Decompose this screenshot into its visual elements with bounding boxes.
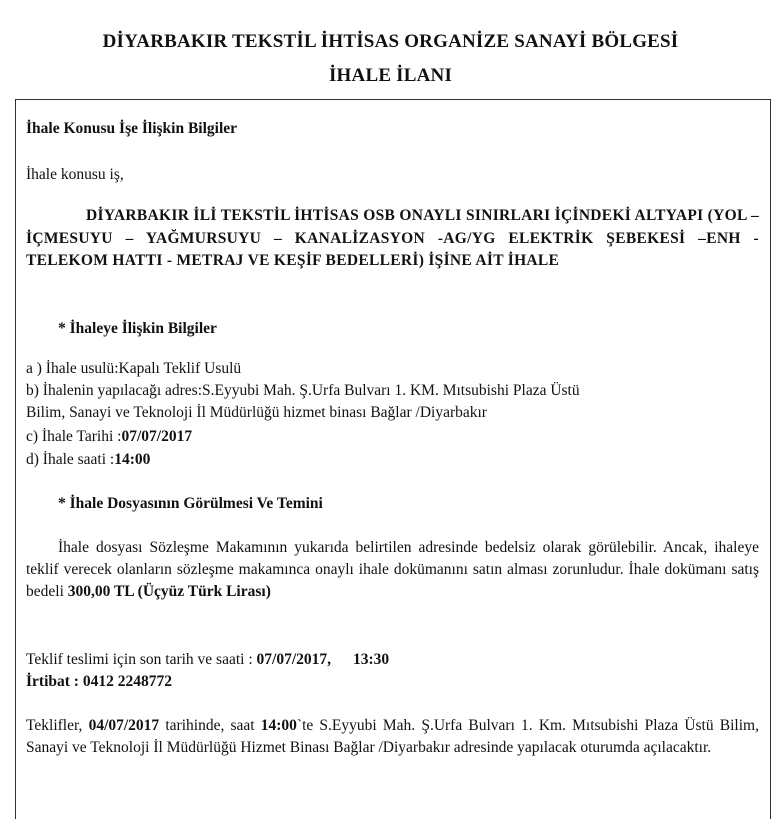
closing-time: 14:00 (260, 717, 297, 734)
subject-intro: İhale konusu iş, (26, 166, 124, 183)
file-info-text: İhale dosyası Sözleşme Makamının yukarıda belirtilen adresinde bedelsiz olarak görülebilir. Ancak, ihaleye teklif verecek olanların sözleşme makamınca onaylı ihale dokümanını satın alması zorunludur. İhale dokümanı satış bedeli (26, 539, 759, 600)
closing-text-1: Teklifler, (26, 717, 89, 734)
document-title: DİYARBAKIR TEKSTİL İHTİSAS ORGANİZE SANAYİ BÖLGESİ (102, 31, 679, 52)
tender-time-row (26, 450, 150, 470)
deadline-time: 13:30 (353, 651, 390, 668)
tender-address-value-line1: S.Eyyubi Mah. Ş.Urfa Bulvarı 1. KM. Mıtsubishi Plaza Üstü (202, 382, 580, 399)
section-heading-tender-info: * İhaleye İlişkin Bilgiler (58, 320, 217, 337)
document-subtitle: İHALE İLANI (328, 65, 453, 86)
closing-date: 04/07/2017 (88, 717, 160, 734)
tender-method-label: a ) İhale usulü: (26, 360, 119, 377)
deadline-date: 07/07/2017, (256, 651, 332, 668)
file-info-paragraph (26, 537, 759, 603)
deadline-row (26, 650, 389, 670)
tender-time-label: d) İhale saati : (26, 451, 115, 468)
contact-label: İrtibat : (26, 673, 83, 690)
tender-address-value-line2: Bilim, Sanayi ve Teknoloji İl Müdürlüğü hizmet binası Bağlar /Diyarbakır (26, 404, 487, 421)
tender-address-row (26, 381, 580, 401)
tender-address-label: b) İhalenin yapılacağı adres: (26, 382, 203, 399)
tender-date-row (26, 427, 192, 447)
file-price: 300,00 TL (Üçyüz Türk Lirası) (67, 583, 271, 600)
closing-text-2: tarihinde, saat (159, 717, 261, 734)
tender-time-value: 14:00 (114, 451, 151, 468)
tender-method-value: Kapalı Teklif Usulü (118, 360, 242, 377)
contact-phone: 0412 2248772 (82, 673, 172, 690)
subject-description: DİYARBAKIR İLİ TEKSTİL İHTİSAS OSB ONAYLI SINIRLARI İÇİNDEKİ ALTYAPI (YOL – İÇMESUYU – YAĞMURSUYU – KANALİZASYON -AG/YG ELEKTRİK ŞEBEKESİ –ENH - TELEKOM HATTI - METRAJ VE KEŞİF BEDELLERİ) İŞİNE AİT İHALE (26, 207, 759, 269)
section-heading-subject: İhale Konusu İşe İlişkin Bilgiler (26, 120, 238, 137)
tender-address-row-continued (26, 403, 487, 423)
closing-paragraph (26, 715, 759, 759)
section-heading-file-info: * İhale Dosyasının Görülmesi Ve Temini (58, 495, 323, 512)
closing-text-3: `te S.Eyyubi Mah. Ş.Urfa Bulvarı 1. Km. Mıtsubishi Plaza Üstü Bilim, Sanayi ve Teknoloji İl Müdürlüğü Hizmet Binası Bağlar /Diyarbakır adresinde yapılacak oturumda açılacaktır. (26, 717, 759, 756)
tender-date-label: c) İhale Tarihi : (26, 428, 122, 445)
tender-date-value: 07/07/2017 (121, 428, 193, 445)
tender-method-row (26, 359, 241, 379)
contact-row (26, 672, 172, 692)
deadline-label: Teklif teslimi için son tarih ve saati : (26, 651, 257, 668)
